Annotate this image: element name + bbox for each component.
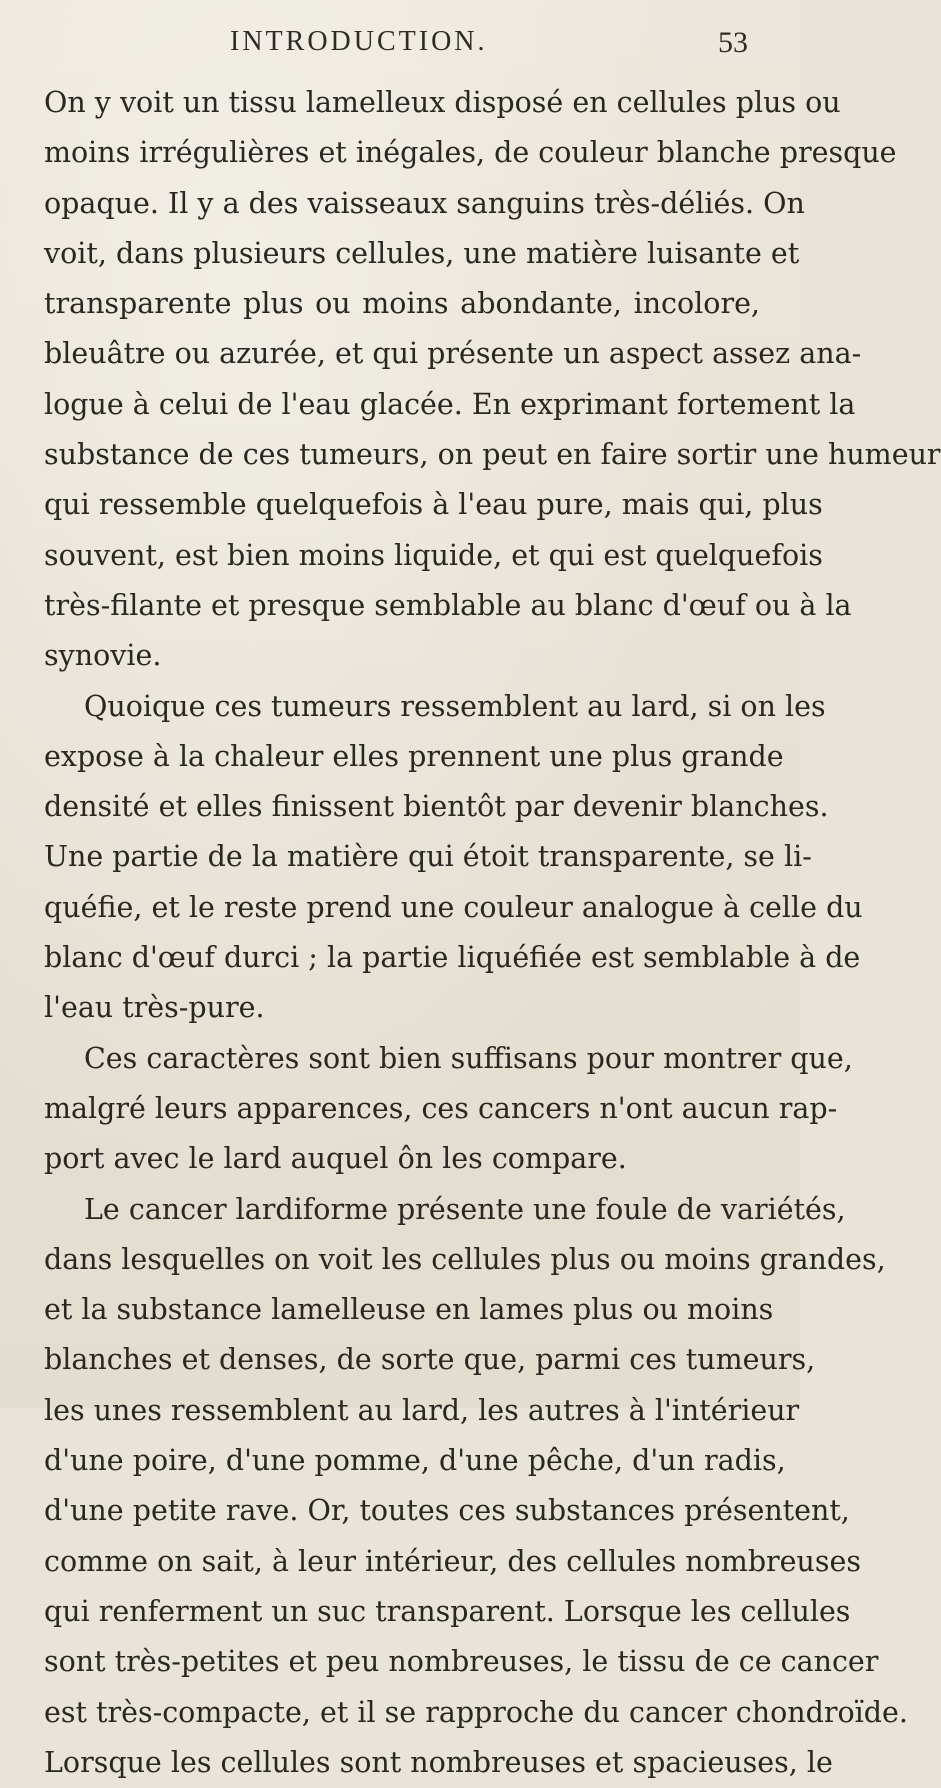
running-head xyxy=(0,26,800,66)
paragraph-end-line: synovie. xyxy=(44,639,162,673)
text-line: voit, dans plusieurs cellules, une matière luisante et xyxy=(44,236,800,270)
text-line: substance de ces tumeurs, on peut en faire sortir une humeur xyxy=(44,438,941,472)
text-line: quéfie, et le reste prend une couleur analogue à celle du xyxy=(44,890,863,924)
paragraph-end-line: port avec le lard auquel ôn les compare. xyxy=(44,1142,627,1176)
text-line: souvent, est bien moins liquide, et qui est quelquefois xyxy=(44,538,823,572)
text-line: expose à la chaleur elles prennent une plus grande xyxy=(44,739,784,773)
text-line: les unes ressemblent au lard, les autres à l'intérieur xyxy=(44,1393,800,1427)
text-line: bleuâtre ou azurée, et qui présente un aspect assez ana- xyxy=(44,337,862,371)
text-line: sont très-petites et peu nombreuses, le tissu de ce cancer xyxy=(44,1645,879,1679)
text-line: dans lesquelles on voit les cellules plus ou moins grandes, xyxy=(44,1242,886,1276)
paragraph-start-line: Le cancer lardiforme présente une foule de variétés, xyxy=(84,1192,846,1226)
text-line: très-filante et presque semblable au blanc d'œuf ou à la xyxy=(44,588,852,622)
running-head-title: INTRODUCTION. xyxy=(230,26,488,57)
text-line: malgré leurs apparences, ces cancers n'ont aucun rap- xyxy=(44,1091,838,1125)
text-line: opaque. Il y a des vaisseaux sanguins très-déliés. On xyxy=(44,186,805,220)
text-line: d'une petite rave. Or, toutes ces substances présentent, xyxy=(44,1494,850,1528)
text-line: comme on sait, à leur intérieur, des cellules nombreuses xyxy=(44,1544,862,1578)
text-line: qui ressemble quelquefois à l'eau pure, mais qui, plus xyxy=(44,488,823,522)
paragraph-end-line: l'eau très-pure. xyxy=(44,991,265,1025)
text-line: On y voit un tissu lamelleux disposé en cellules plus ou xyxy=(44,86,841,119)
text-line: blanc d'œuf durci ; la partie liquéfiée est semblable à de xyxy=(44,941,861,975)
text-line: Une partie de la matière qui étoit transparente, se li- xyxy=(44,840,812,874)
page-number: 53 xyxy=(718,26,748,59)
text-line: qui renferment un suc transparent. Lorsque les cellules xyxy=(44,1594,851,1628)
text-line: est très-compacte, et il se rapproche du cancer chondroïde. xyxy=(44,1695,908,1729)
text-line: logue à celui de l'eau glacée. En exprimant fortement la xyxy=(44,387,856,421)
text-line: densité et elles finissent bientôt par devenir blanches. xyxy=(44,790,829,824)
paragraph-start-line: Quoique ces tumeurs ressemblent au lard, si on les xyxy=(84,689,826,723)
body-text xyxy=(44,78,941,1788)
text-line: moins irrégulières et inégales, de couleur blanche presque xyxy=(44,136,897,170)
text-line: Lorsque les cellules sont nombreuses et spacieuses, le xyxy=(44,1745,833,1779)
text-line: d'une poire, d'une pomme, d'une pêche, d'un radis, xyxy=(44,1444,786,1478)
text-line: blanches et denses, de sorte que, parmi ces tumeurs, xyxy=(44,1343,816,1377)
paragraph-start-line: Ces caractères sont bien suffisans pour montrer que, xyxy=(84,1041,853,1075)
text-line: et la substance lamelleuse en lames plus ou moins xyxy=(44,1293,774,1327)
text-line: transparente plus ou moins abondante, incolore, xyxy=(44,287,760,321)
